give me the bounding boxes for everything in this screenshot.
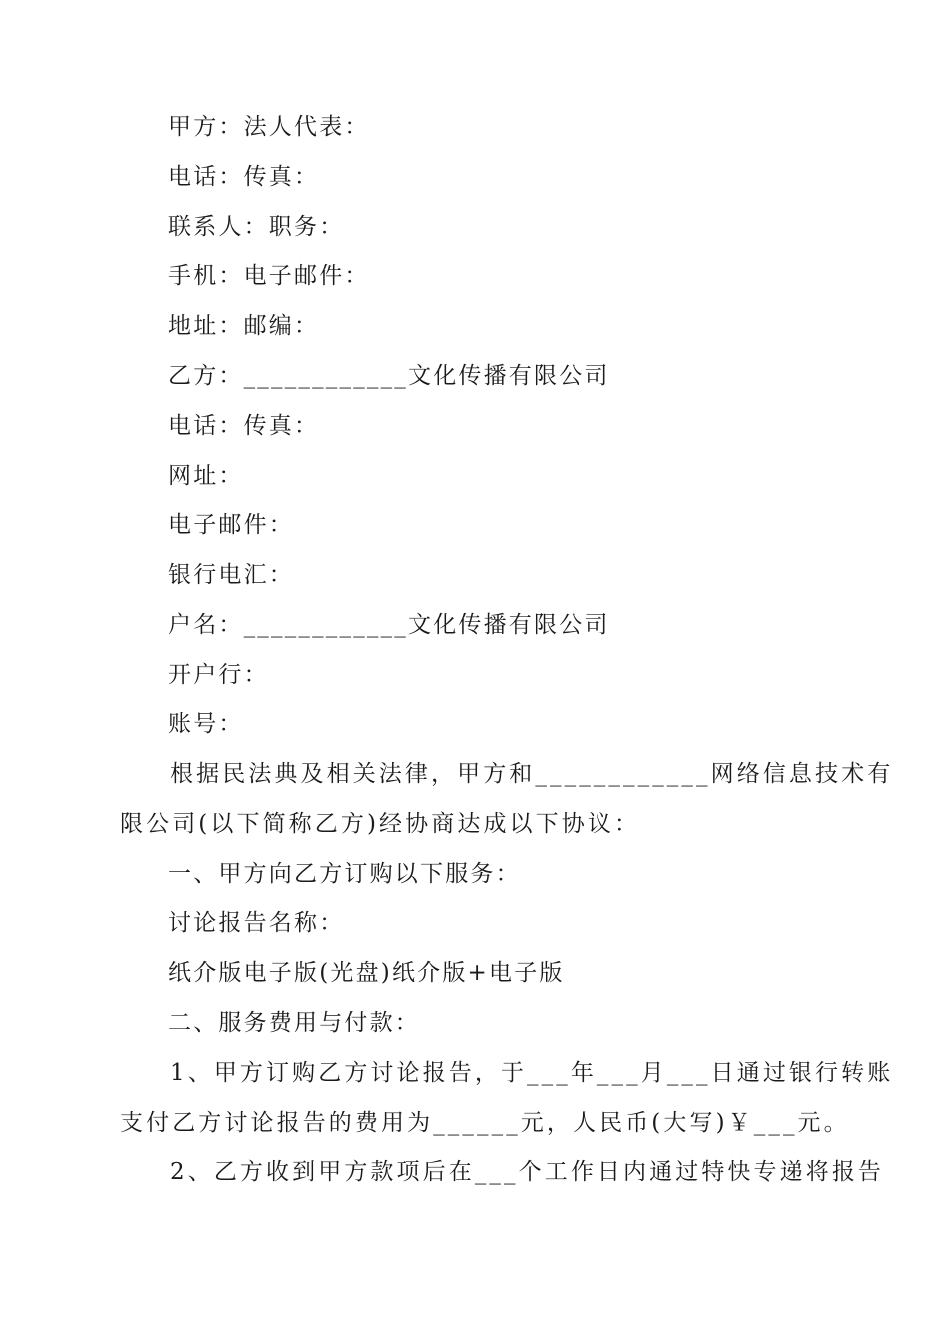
party-a-address-postcode-line: 地址：邮编： [168, 313, 320, 339]
bank-transfer-line: 银行电汇： [168, 562, 294, 588]
report-name-line: 讨论报告名称： [168, 910, 345, 936]
account-number-line: 账号： [168, 711, 244, 737]
clause-1-line-1: 1、甲方订购乙方讨论报告，于___年___月___日通过银行转账 [170, 1060, 894, 1086]
party-a-mobile-email-line: 手机：电子邮件： [168, 263, 370, 289]
agreement-intro-line-1: 根据民法典及相关法律，甲方和____________网络信息技术有 [170, 761, 894, 787]
party-b-email-line: 电子邮件： [168, 512, 294, 538]
party-a-phone-fax-line: 电话：传真： [168, 164, 320, 190]
section-one-heading: 一、甲方向乙方订购以下服务： [168, 861, 521, 887]
clause-2-line-1: 2、乙方收到甲方款项后在___个工作日内通过特快专递将报告 [170, 1159, 885, 1185]
party-b-website-line: 网址： [168, 463, 244, 489]
party-a-contact-title-line: 联系人：职务： [168, 214, 345, 240]
bank-branch-line: 开户行： [168, 662, 269, 688]
report-format-line: 纸介版电子版(光盘)纸介版+电子版 [168, 960, 565, 986]
clause-1-line-2: 支付乙方讨论报告的费用为______元，人民币(大写)￥___元。 [120, 1110, 850, 1136]
section-two-heading: 二、服务费用与付款： [168, 1010, 420, 1036]
account-name-line: 户名：____________文化传播有限公司 [168, 612, 610, 638]
party-b-phone-fax-line: 电话：传真： [168, 413, 320, 439]
party-a-legal-rep-line: 甲方：法人代表： [168, 114, 370, 140]
party-b-name-line: 乙方：____________文化传播有限公司 [168, 363, 610, 389]
agreement-intro-line-2: 限公司(以下简称乙方)经协商达成以下协议： [120, 811, 641, 837]
